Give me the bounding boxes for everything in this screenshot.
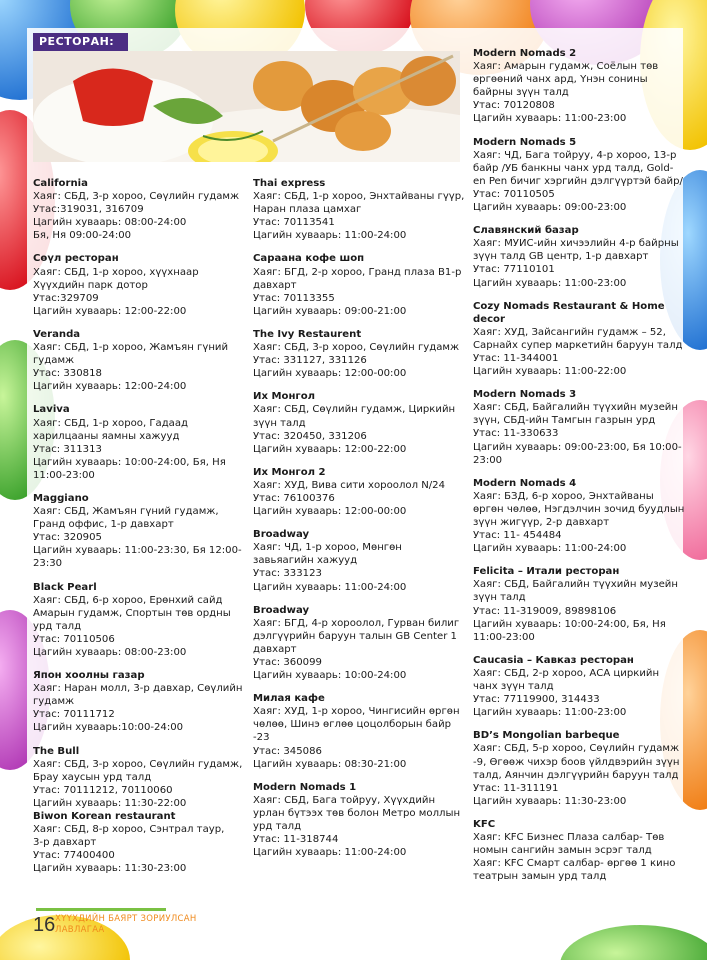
restaurant-detail-line: decor [473, 313, 505, 325]
restaurant-detail-line: Утас: 70110505 [473, 188, 555, 200]
restaurant-detail-line: Хаяг: БЗД, 6-р хороо, Энхтайваны [473, 490, 654, 502]
tomato-slice [73, 69, 153, 127]
restaurant-detail-line: Цагийн хуваарь: 10:00-24:00 [253, 670, 407, 682]
restaurant-entry [253, 466, 467, 518]
restaurant-entry [33, 328, 247, 393]
restaurant-detail-line: зүүн жигүүр, 2-р давхарт [473, 517, 610, 528]
footer-title: ХҮҮХДИЙН БАЯРТ ЗОРИУЛСАН [55, 914, 197, 924]
restaurant-detail-line: Утас: 311313 [33, 443, 102, 455]
restaurant-detail-line: Утас: 11-330633 [473, 428, 559, 440]
restaurant-name: Biwon Korean restaurant [33, 811, 176, 823]
restaurant-detail-line: Хаяг: ХУД, Вива сити хороолол N/24 [253, 479, 446, 491]
restaurant-detail-line: Цагийн хуваарь: 12:00-00:00 [253, 506, 407, 518]
restaurant-detail-line: -23 [253, 732, 270, 744]
restaurant-detail-line: 11:00-23:00 [33, 469, 95, 481]
restaurant-detail-line: Хаяг: СБД, Байгалийн түүхийн музейн [473, 402, 678, 414]
restaurant-detail-line: зүүн талд [253, 417, 306, 429]
restaurant-detail-line: Хаяг: KFC Смарт салбар- өргөө 1 кино [473, 858, 676, 870]
restaurant-detail-line: давхарт [253, 279, 297, 291]
restaurant-detail-line: Брау хаусын урд талд [33, 771, 152, 783]
restaurant-name: Modern Nomads 5 [473, 136, 577, 148]
restaurant-entry [33, 810, 247, 875]
restaurant-detail-line: Хаяг: СБД, 1-р хороо, хүүхнаар [33, 266, 199, 278]
restaurant-entry [473, 565, 693, 644]
restaurant-detail-line: зүүн талд [473, 592, 526, 604]
restaurant-name: KFC [473, 818, 496, 830]
restaurant-detail-line: Утас: 77110101 [473, 264, 555, 276]
restaurant-detail-line: Хаяг: СБД, Байгалийн түүхийн музейн [473, 579, 678, 591]
restaurant-detail-line: Хаяг: СБД, 2-р хороо, АСА циркийн [473, 667, 660, 679]
restaurant-detail-line: завьяагийн хажууд [253, 555, 358, 567]
restaurant-detail-line: Хаяг: KFC Бизнес Плаза салбар- Төв [473, 831, 665, 843]
restaurant-entry [473, 300, 693, 379]
restaurant-detail-line: 3-р давхарт [33, 837, 97, 849]
restaurant-name: Япон хоолны газар [33, 670, 145, 682]
restaurant-name: The Bull [33, 745, 80, 757]
restaurant-detail-line: Цагийн хуваарь:10:00-24:00 [33, 722, 184, 734]
restaurant-detail-line: 23:00 [473, 454, 503, 466]
restaurant-detail-line: Хаяг: СБД, 1-р хороо, Гадаад [33, 417, 189, 429]
restaurant-name: Их Монгол [253, 391, 316, 403]
restaurant-detail-line: Цагийн хуваарь: 09:00-21:00 [253, 305, 407, 317]
restaurant-detail-line: Хаяг: СБД, 8-р хороо, Сэнтрал таур, [33, 824, 225, 836]
footer-subtitle: ЛАВЛАГАА [55, 925, 105, 935]
restaurant-detail-line: Бя, Ня 09:00-24:00 [33, 230, 132, 242]
restaurant-entry [253, 604, 467, 683]
restaurant-detail-line: зүүн, СБД-ийн Тамгын газрын урд [473, 415, 656, 427]
restaurant-entry [473, 729, 693, 808]
restaurant-detail-line: Хаяг: Амарын гудамж, Соёлын төв [473, 61, 659, 73]
restaurant-name: Veranda [33, 328, 81, 340]
restaurant-detail-line: Хаяг: СБД, 5-р хороо, Сөүлийн гудамж [473, 743, 680, 755]
restaurant-detail-line: Цагийн хуваарь: 12:00-22:00 [33, 305, 187, 317]
restaurant-detail-line: урд талд [253, 821, 302, 833]
restaurant-name: Modern Nomads 1 [253, 781, 357, 793]
restaurant-name: Modern Nomads 2 [473, 48, 577, 59]
restaurant-entry [33, 581, 247, 660]
footer-accent-bar [36, 908, 166, 911]
restaurant-detail-line: зүүн талд GB центр, 1-р давхарт [473, 251, 649, 263]
restaurant-entry [253, 328, 467, 380]
restaurant-detail-line: -9, Өгөөж чихэр боов үйлдвэрийн зүүн [473, 756, 680, 768]
restaurant-name: Thai express [253, 178, 326, 189]
restaurant-detail-line: Хаяг: СБД, 3-р хороо, Сөүлийн гудамж [253, 342, 460, 354]
restaurant-detail-line: Цагийн хуваарь: 11:30-23:00 [473, 795, 627, 807]
restaurant-detail-line: Амарын гудамж, Спортын төв ордны [33, 607, 231, 619]
restaurant-detail-line: Утас:319031, 316709 [33, 204, 144, 216]
restaurant-detail-line: харилцааны яамны хажууд [33, 430, 180, 442]
restaurant-detail-line: дэлгүүрийн баруун талын GB Center 1 [253, 630, 457, 642]
restaurant-detail-line: Наран плаза цамхаг [253, 204, 362, 216]
restaurant-detail-line: Хаяг: БГД, 4-р хороолол, Гурван билиг [253, 617, 460, 629]
restaurant-entry [33, 492, 247, 571]
restaurant-entry [473, 224, 693, 289]
restaurant-detail-line: Хаяг: СБД, 1-р хороо, Энхтайваны гүүр, [253, 191, 465, 203]
restaurant-detail-line: Цагийн хуваарь: 09:00-23:00 [473, 202, 627, 214]
restaurant-detail-line: 23:30 [33, 558, 63, 570]
restaurant-entry [253, 692, 467, 771]
restaurant-detail-line: урлан бүтээх төв болон Метро моллын [253, 807, 461, 819]
restaurant-detail-line: чанх зүүн талд [473, 681, 554, 693]
restaurant-detail-line: Цагийн хуваарь: 11:00-23:30, Бя 12:00- [33, 545, 242, 557]
restaurant-detail-line: Хаяг: СБД, 3-р хороо, Сөүлийн гудамж, [33, 758, 243, 770]
restaurant-detail-line: Хаяг: СБД, Бага тойруу, Хүүхдийн [253, 794, 436, 806]
restaurant-entry [253, 781, 467, 860]
restaurant-column-3 [473, 47, 693, 893]
restaurant-detail-line: Утас: 320450, 331206 [253, 430, 367, 442]
restaurant-detail-line: Цагийн хуваарь: 11:00-23:00 [473, 113, 627, 125]
restaurant-detail-line: Хаяг: СБД, Жамъян гүний гудамж, [33, 506, 219, 518]
restaurant-name: Сараана кофе шоп [253, 253, 365, 265]
restaurant-name: Felicita – Итали ресторан [473, 566, 620, 578]
restaurant-detail-line: Цагийн хуваарь: 11:00-24:00 [253, 230, 407, 242]
restaurant-detail-line: Хаяг: ЧД, 1-р хороо, Мөнгөн [253, 542, 402, 554]
restaurant-detail-line: Утас: 333123 [253, 568, 322, 580]
restaurant-detail-line: Цагийн хуваарь: 08:00-23:00 [33, 647, 187, 658]
restaurant-detail-line: Цагийн хуваарь: 12:00-22:00 [253, 443, 407, 455]
restaurant-name: BD’s Mongolian barbeque [473, 730, 620, 742]
restaurant-entry [473, 47, 693, 126]
restaurant-detail-line: Утас: 11-319009, 89898106 [473, 605, 617, 617]
restaurant-detail-line: урд талд [33, 620, 82, 632]
restaurant-detail-line: Цагийн хуваарь: 12:00-24:00 [33, 381, 187, 393]
restaurant-name: The Ivy Restaurent [253, 328, 362, 340]
restaurant-entry [253, 252, 467, 317]
restaurant-detail-line: Гранд оффис, 1-р давхарт [33, 519, 174, 531]
restaurant-detail-line: Утас: 70111212, 70110060 [33, 784, 173, 796]
restaurant-detail-line: театрын замын урд талд [473, 871, 607, 883]
restaurant-name: Broadway [253, 604, 310, 616]
restaurant-detail-line: Цагийн хуваарь: 11:00-23:00 [473, 707, 627, 719]
restaurant-detail-line: Цагийн хуваарь: 11:00-24:00 [253, 581, 407, 593]
restaurant-detail-line: Цагийн хуваарь: 08:00-24:00 [33, 217, 187, 229]
restaurant-detail-line: Цагийн хуваарь: 12:00-00:00 [253, 368, 407, 380]
restaurant-detail-line: Утас:329709 [33, 292, 99, 304]
restaurant-entry [253, 528, 467, 593]
restaurant-detail-line: Цагийн хуваарь: 10:00-24:00, Бя, Ня [473, 618, 666, 630]
restaurant-detail-line: Хаяг: ХУД, Зайсангийн гудамж – 52, [473, 326, 666, 338]
restaurant-entry [473, 388, 693, 467]
restaurant-detail-line: Хаяг: ЧД, Бага тойруу, 4-р хороо, 13-р [473, 149, 677, 161]
restaurant-detail-line: Утас: 70113355 [253, 292, 335, 304]
restaurant-detail-line: Утас: 345086 [253, 745, 322, 757]
restaurant-detail-line: Утас: 70110506 [33, 633, 115, 645]
restaurant-name: Modern Nomads 3 [473, 389, 577, 401]
restaurant-detail-line: Хаяг: БГД, 2-р хороо, Гранд плаза В1-р [253, 266, 462, 278]
food-photo [33, 51, 460, 162]
restaurant-detail-line: Цагийн хуваарь: 11:00-24:00 [253, 847, 407, 859]
page-number: 16 [33, 914, 56, 936]
restaurant-entry [253, 177, 467, 242]
restaurant-entry [473, 477, 693, 556]
restaurant-detail-line: Утас: 70111712 [33, 709, 115, 721]
restaurant-name: Maggiano [33, 492, 89, 504]
restaurant-detail-line: гудамж [33, 355, 75, 367]
restaurant-detail-line: Утас: 11-318744 [253, 834, 339, 846]
restaurant-detail-line: Цагийн хуваарь: 11:30-23:00 [33, 863, 187, 875]
restaurant-entry [473, 136, 693, 215]
restaurant-column-2 [253, 177, 467, 869]
restaurant-entry [33, 745, 247, 810]
restaurant-name: Laviva [33, 404, 70, 416]
restaurant-detail-line: Утас: 11- 454484 [473, 530, 562, 542]
restaurant-detail-line: Хаяг: МУИС-ийн хичээлийн 4-р байрны [473, 238, 679, 250]
restaurant-name: Black Pearl [33, 581, 97, 593]
restaurant-detail-line: Цагийн хуваарь: 11:00-23:00 [473, 277, 627, 289]
restaurant-detail-line: Хаяг: СБД, 3-р хороо, Сөүлийн гудамж [33, 191, 240, 203]
restaurant-detail-line: Цагийн хуваарь: 11:00-24:00 [473, 543, 627, 555]
restaurant-detail-line: Утас: 11-311191 [473, 782, 559, 794]
restaurant-detail-line: Хаяг: СБД, Сөүлийн гудамж, Циркийн [253, 404, 456, 416]
restaurant-detail-line: 11:00-23:00 [473, 631, 535, 643]
restaurant-entry [33, 177, 247, 242]
restaurant-name: Милая кафе [253, 693, 325, 705]
restaurant-name: Cozy Nomads Restaurant & Home [473, 300, 665, 312]
restaurant-detail-line: өргөөний чанх ард, Үнэн сонины [473, 74, 648, 86]
restaurant-name: Broadway [253, 529, 310, 541]
restaurant-name: Caucasia – Кавказ ресторан [473, 654, 634, 666]
restaurant-detail-line: Хаяг: СБД, 1-р хороо, Жамъян гүний [33, 342, 229, 354]
restaurant-detail-line: өргөн чөлөө, Нэгдэлчин зочид буудлын [473, 503, 685, 515]
restaurant-detail-line: Цагийн хуваарь: 11:30-22:00 [33, 797, 187, 809]
restaurant-detail-line: Утас: 360099 [253, 657, 322, 668]
restaurant-detail-line: Цагийн хуваарь: 08:30-21:00 [253, 758, 407, 770]
restaurant-name: Их Монгол 2 [253, 466, 326, 478]
restaurant-detail-line: гудамж [33, 696, 75, 708]
restaurant-detail-line: Утас: 77400400 [33, 850, 115, 862]
restaurant-detail-line: en Pen бичиг хэргийн дэлгүүртэй байр/ [473, 175, 683, 187]
restaurant-detail-line: байрны зүүн талд [473, 87, 569, 99]
restaurant-detail-line: чөлөө, Шинэ өглөө цоцолборын байр [253, 719, 452, 731]
restaurant-detail-line: Цагийн хуваарь: 11:00-22:00 [473, 366, 627, 378]
restaurant-detail-line: Утас: 77119900, 314433 [473, 694, 600, 706]
restaurant-detail-line: Утас: 70113541 [253, 217, 335, 229]
restaurant-detail-line: Хаяг: ХУД, 1-р хороо, Чингисийн өргөн [253, 706, 460, 718]
restaurant-detail-line: Утас: 330818 [33, 368, 102, 380]
restaurant-detail-line: Утас: 70120808 [473, 100, 555, 112]
restaurant-detail-line: номын сангийн замын эсрэг талд [473, 845, 652, 857]
restaurant-entry [253, 390, 467, 455]
restaurant-detail-line: Утас: 320905 [33, 532, 102, 544]
section-label: РЕСТОРАН: [33, 33, 128, 51]
restaurant-entry [33, 403, 247, 482]
restaurant-entry [473, 818, 693, 883]
restaurant-detail-line: Сарнайх супер маркетийн баруун талд [473, 339, 683, 351]
restaurant-name: Сөүл ресторан [33, 253, 119, 265]
restaurant-detail-line: Хүүхдийн парк дотор [33, 279, 148, 291]
restaurant-detail-line: Цагийн хуваарь: 10:00-24:00, Бя, Ня [33, 456, 226, 468]
restaurant-detail-line: Хаяг: СБД, 6-р хороо, Ерөнхий сайд [33, 594, 223, 606]
restaurant-detail-line: Хаяг: Наран молл, 3-р давхар, Сөүлийн [33, 683, 243, 695]
restaurant-name: California [33, 178, 88, 189]
restaurant-detail-line: Цагийн хуваарь: 09:00-23:00, Бя 10:00- [473, 441, 682, 453]
restaurant-name: Modern Nomads 4 [473, 477, 577, 489]
restaurant-entry [33, 669, 247, 734]
restaurant-detail-line: Утас: 11-344001 [473, 352, 559, 364]
restaurant-column-1 [33, 177, 247, 886]
restaurant-entry [473, 654, 693, 719]
restaurant-name: Славянский базар [473, 225, 579, 237]
restaurant-detail-line: давхарт [253, 643, 297, 655]
restaurant-detail-line: Утас: 331127, 331126 [253, 355, 367, 367]
restaurant-detail-line: талд, Аянчин дэлгүүрийн баруун талд [473, 769, 679, 781]
restaurant-detail-line: Утас: 76100376 [253, 492, 335, 504]
restaurant-entry [33, 252, 247, 317]
restaurant-detail-line: байр /УБ банкны чанх урд талд, Gold- [473, 162, 674, 174]
